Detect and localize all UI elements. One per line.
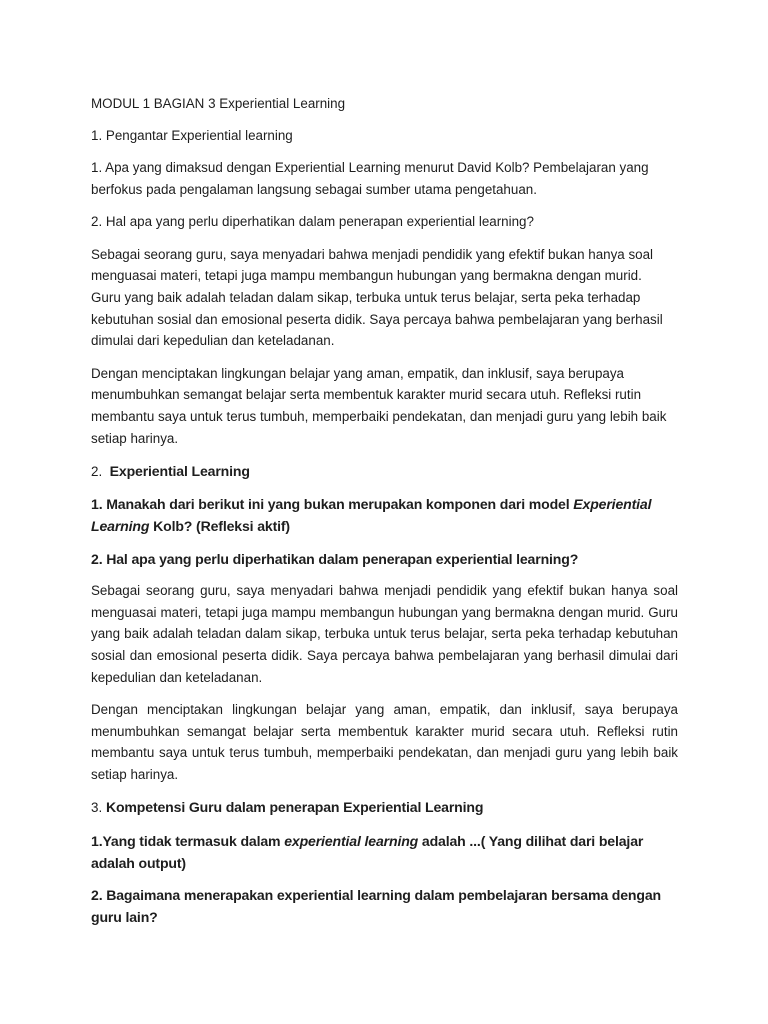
section2-answer-paragraph-1: Sebagai seorang guru, saya menyadari bahwa menjadi pendidik yang efektif bukan hanya soal menguasai materi, tetapi juga mampu membangun hubungan yang bermakna dengan murid. Guru yang baik adalah teladan dalam sikap, terbuka untuk terus belajar, serta peka terhadap kebutuhan sosial dan emosional peserta didik. Saya percaya bahwa pembelajaran yang berhasil dimulai dari kepedulian dan keteladanan. (91, 583, 678, 685)
section2-question-1-post: Kolb? (Refleksi aktif) (149, 518, 290, 535)
section3-question-1-italic: experiential learning (284, 832, 419, 849)
section2-number: 2. (91, 463, 103, 479)
section3-question-1 (91, 830, 678, 874)
section3-heading (91, 796, 678, 819)
section1-answer-paragraph-2: Dengan menciptakan lingkungan belajar yang aman, empatik, dan inklusif, saya berupaya menumbuhkan semangat belajar serta membentuk karakter murid secara utuh. Refleksi rutin membantu saya untuk terus tumbuh, memperbaiki pendekatan, dan menjadi guru yang lebih baik setiap harinya. (91, 365, 667, 446)
section2-question-2: 2. Hal apa yang perlu diperhatikan dalam penerapan experiential learning? (91, 550, 579, 567)
section2-question-1-pre: 1. Manakah dari berikut ini yang bukan merupakan komponen dari model (91, 496, 574, 513)
section1-question-2: 2. Hal apa yang perlu diperhatikan dalam penerapan experiential learning? (91, 214, 534, 230)
document-page (91, 93, 678, 939)
section2-question-1 (91, 493, 678, 537)
section1-heading: 1. Pengantar Experiential learning (91, 128, 293, 144)
section1-answer-paragraph-1: Sebagai seorang guru, saya menyadari bahwa menjadi pendidik yang efektif bukan hanya soal menguasai materi, tetapi juga mampu membangun hubungan yang bermakna dengan murid. Guru yang baik adalah teladan dalam sikap, terbuka untuk terus belajar, serta peka terhadap kebutuhan sosial dan emosional peserta didik. Saya percaya bahwa pembelajaran yang berhasil dimulai dari kepedulian dan keteladanan. (91, 246, 663, 349)
section3-question-1-pre: 1.Yang tidak termasuk dalam (91, 832, 285, 849)
section3-number: 3. (91, 800, 103, 816)
section1-question-1: 1. Apa yang dimaksud dengan Experiential Learning menurut David Kolb? Pembelajaran yang berfokus pada pengalaman langsung sebagai sumber utama pengetahuan. (91, 160, 649, 198)
section2-answer-paragraph-2: Dengan menciptakan lingkungan belajar yang aman, empatik, dan inklusif, saya berupaya menumbuhkan semangat belajar serta membentuk karakter murid secara utuh. Refleksi rutin membantu saya untuk terus tumbuh, memperbaiki pendekatan, dan menjadi guru yang lebih baik setiap harinya. (91, 702, 678, 783)
section3-heading-text: Kompetensi Guru dalam penerapan Experiential Learning (102, 799, 484, 816)
section2-heading-text: Experiential Learning (109, 462, 250, 479)
section2-question-1-italic: Experiential Learning (91, 496, 652, 535)
document-title: MODUL 1 BAGIAN 3 Experiential Learning (91, 96, 346, 111)
section3-question-1-post: adalah ...( Yang dilihat dari belajar adalah output) (91, 832, 644, 871)
section2-heading (91, 460, 678, 483)
section3-question-2: 2. Bagaimana menerapakan experiential learning dalam pembelajaran bersama dengan guru lain? (91, 887, 661, 926)
